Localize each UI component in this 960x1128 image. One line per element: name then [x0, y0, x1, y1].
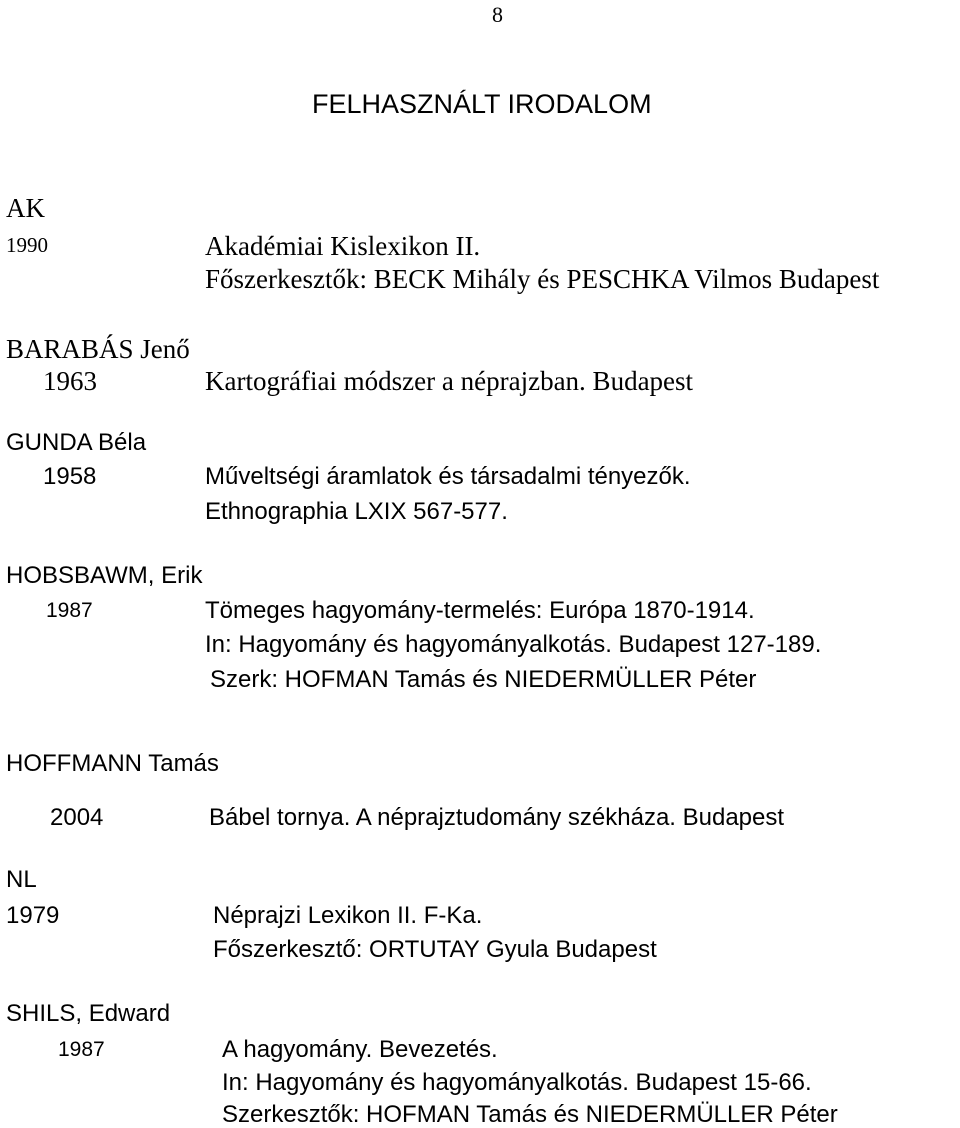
page-title: FELHASZNÁLT IRODALOM — [312, 89, 652, 119]
entry-line: Bábel tornya. A néprajztudomány székháza. Budapest — [209, 804, 785, 831]
entry-line: Tömeges hagyomány-termelés: Európa 1870-1914. — [205, 597, 755, 624]
entry-line: A hagyomány. Bevezetés. — [222, 1036, 498, 1063]
entry-year: 1963 — [43, 366, 97, 396]
entry-line: In: Hagyomány és hagyományalkotás. Budapest 15-66. — [222, 1069, 812, 1096]
entry-year: 1979 — [6, 902, 60, 929]
entry-line: Kartográfiai módszer a néprajzban. Budapest — [205, 366, 694, 396]
entry-author: AK — [6, 193, 45, 223]
entry-line: Akadémiai Kislexikon II. — [205, 231, 481, 261]
entry-author: SHILS, Edward — [6, 1000, 171, 1027]
entry-year: 2004 — [50, 804, 104, 831]
entry-year: 1958 — [43, 463, 97, 490]
entry-line: Ethnographia LXIX 567-577. — [205, 498, 508, 525]
entry-year: 1987 — [46, 599, 93, 622]
entry-line: Szerk: HOFMAN Tamás és NIEDERMÜLLER Péter — [210, 666, 757, 693]
entry-line: Főszerkesztők: BECK Mihály és PESCHKA Vilmos Budapest — [205, 264, 880, 294]
entry-line: Főszerkesztő: ORTUTAY Gyula Budapest — [213, 936, 657, 963]
entry-line: Műveltségi áramlatok és társadalmi tényezők. — [205, 463, 691, 490]
entry-year: 1990 — [6, 233, 48, 257]
page-number: 8 — [492, 2, 503, 27]
entry-line: In: Hagyomány és hagyományalkotás. Budapest 127-189. — [205, 631, 822, 658]
entry-line: Szerkesztők: HOFMAN Tamás és NIEDERMÜLLER Péter — [222, 1101, 838, 1128]
entry-author: NL — [6, 866, 37, 893]
entry-author: HOFFMANN Tamás — [6, 750, 219, 777]
entry-line: Néprajzi Lexikon II. F-Ka. — [213, 902, 483, 929]
entry-year: 1987 — [58, 1038, 105, 1061]
entry-author: HOBSBAWM, Erik — [6, 562, 203, 589]
entry-author: BARABÁS Jenő — [6, 334, 190, 364]
entry-author: GUNDA Béla — [6, 429, 147, 456]
